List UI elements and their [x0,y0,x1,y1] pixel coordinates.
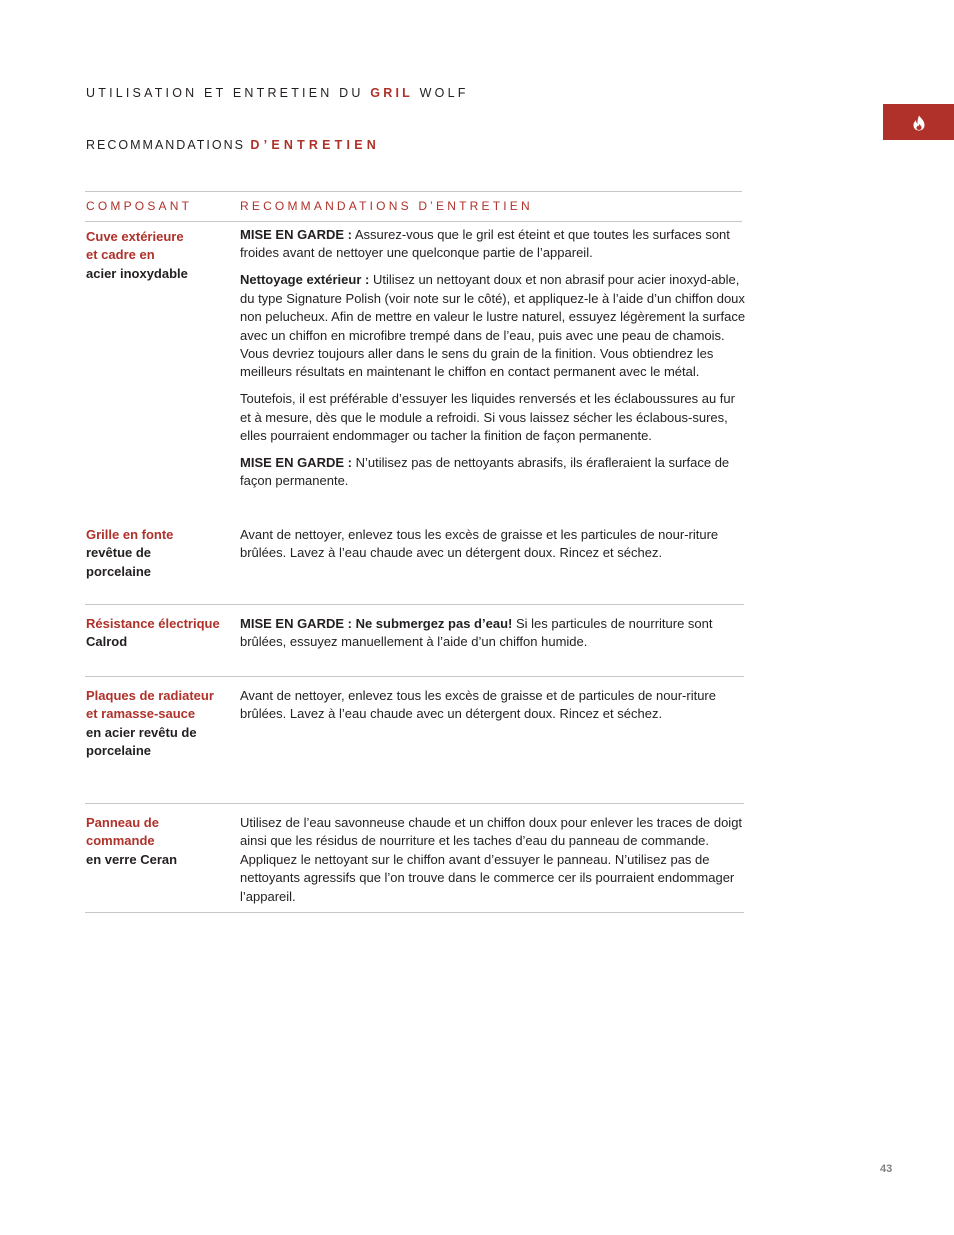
component-name-line: Panneau de [86,815,159,830]
recommendation-text: Toutefois, il est préférable d’essuyer les liquides renversés et les éclaboussures au fur et à mesure, dès que le module a refroidi. Si vous laissez sécher les éclabous-sures, elles pourraient endommager ou tacher la finition de façon permanente. [240,391,735,444]
component-material-line: revêtue de [86,545,152,561]
recommendation-text: Si les particules de nourriture sont brûlées, essuyez manuellement à l’aide d’un chiffon humide. [240,616,713,650]
header-title [86,86,469,100]
component-name-line: commande [86,833,155,849]
recommendation-text: Utilisez de l’eau savonneuse chaude et un chiffon doux pour enlever les traces de doigt ainsi que les résidus de nourriture et les taches d’eau du panneau de commande. Appliquez le nettoyant sur le chiffon avant d’essuyer le panneau. N’utilisez pas de nettoyants agressifs que l’on trouve dans le commerce cer ils pourraient endommager l’appareil. [240,815,743,904]
component-material-line: acier inoxydable [86,265,188,281]
table-top-rule [85,191,742,192]
recommendation-text: Avant de nettoyer, enlevez tous les excès de graisse et de particules de nour-riture brûlées. Lavez à l’eau chaude avec un détergent doux. Rincez et séchez. [240,688,716,722]
component-material-line: en verre Ceran [86,851,178,867]
header-title-suffix: WOLF [412,86,469,100]
page-number: 43 [880,1163,893,1175]
warning-label: MISE EN GARDE : [240,227,352,242]
flame-icon [912,115,926,131]
recommendation-cell [240,526,750,571]
table-bottom-rule [85,912,744,913]
component-material-line: en acier revêtu de [86,724,197,740]
component-material-line: porcelaine [86,743,152,759]
recommendation-text: Avant de nettoyer, enlevez tous les excès de graisse et les particules de nour-riture brûlées. Lavez à l’eau chaude avec un détergent doux. Rincez et séchez. [240,527,719,561]
recommendation-paragraph [240,390,748,445]
table-header-rule [85,221,742,222]
recommendation-paragraph [240,687,750,724]
recommendation-text: Utilisez un nettoyant doux et non abrasif pour acier inoxyd-able, du type Signature Polish (voir note sur le côté), et appliquez-le à l’aide d’un chiffon doux non pelucheux. Afin de mettre en valeur le lustre naturel, essuyez légèrement la surface avec un chiffon en microfibre trempé dans de l’eau, puis avec une peau de chamois. Vous devriez toujours aller dans le sens du grain de la finition. Vous obtiendrez les meilleurs résultats en maintenant le chiffon en contact permanent avec le métal. [240,272,746,380]
component-name-line: Grille en fonte [86,527,174,542]
recommendation-cell [240,814,748,915]
recommendation-cell [240,615,750,660]
recommendation-paragraph [240,615,750,652]
recommendation-paragraph [240,226,748,263]
component-cell [86,228,236,283]
recommendation-paragraph [240,526,750,563]
component-name-line: Plaques de radiateur [86,688,214,703]
header-title-prefix: UTILISATION ET ENTRETIEN DU [86,86,371,100]
recommendation-cell [240,226,748,499]
warning-label: MISE EN GARDE : [240,454,352,470]
recommendation-paragraph [240,454,748,491]
component-name-line: et cadre en [86,247,155,263]
section-title-accent: D’ENTRETIEN [250,138,380,152]
component-name-line: Cuve extérieure [86,229,184,244]
component-cell [86,814,236,869]
component-name-line: et ramasse-sauce [86,706,196,722]
warning-label: Nettoyage extérieur : [240,272,370,288]
recommendation-text: Assurez-vous que le gril est éteint et que toutes les surfaces sont froides avant de nettoyer une quelconque partie de l’appareil. [240,227,730,261]
recommendation-paragraph [240,814,748,906]
recommendation-paragraph [240,271,748,381]
recommendation-cell [240,687,750,732]
column-header-recommendations: RECOMMANDATIONS D’ENTRETIEN [240,199,533,213]
section-tab [883,104,954,140]
component-cell [86,526,236,581]
component-material-line: porcelaine [86,563,152,579]
column-header-component: COMPOSANT [86,199,193,213]
warning-label: MISE EN GARDE : Ne submergez pas d’eau! [240,616,513,631]
component-name-line: Résistance électrique [86,616,220,631]
row-divider [85,604,744,605]
component-cell [86,687,236,761]
recommendation-text: N’utilisez pas de nettoyants abrasifs, ils érafleraient la surface de façon permanente. [240,454,730,489]
component-material-line: Calrod [86,634,128,650]
component-cell [86,615,238,652]
row-divider [85,676,744,677]
header-title-accent: GRIL [370,86,413,100]
section-title-prefix: RECOMMANDATIONS [86,138,251,152]
section-title [86,138,380,152]
row-divider [85,803,744,804]
